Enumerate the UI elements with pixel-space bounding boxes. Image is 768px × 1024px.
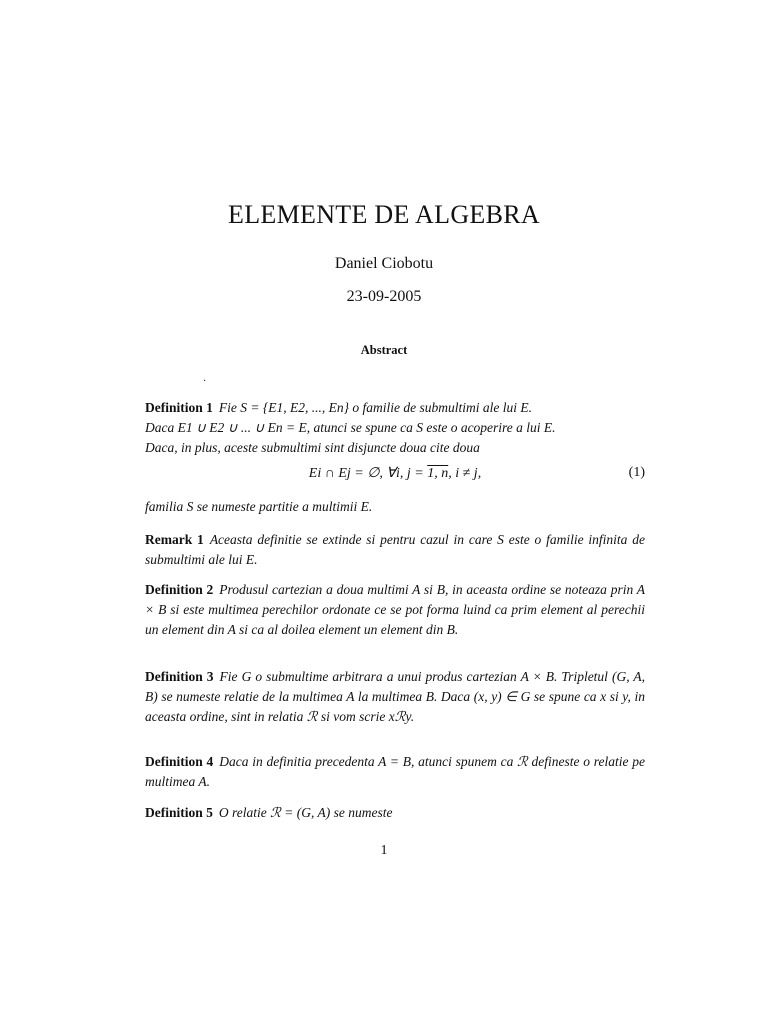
equation-1-left: Ei ∩ Ej = ∅, ∀i, j = [308, 466, 428, 481]
definition-4-head: Definition 4 [145, 754, 214, 769]
definition-1-line-2: Daca E1 ∪ E2 ∪ ... ∪ En = E, atunci se spune ca S este o acoperire a lui E. [145, 420, 556, 435]
definition-3-head: Definition 3 [145, 669, 214, 684]
equation-1-body [145, 465, 645, 482]
definition-1 [145, 398, 645, 458]
definition-4 [145, 752, 645, 792]
equation-1-overline: 1, n [427, 466, 449, 481]
definition-1-after [145, 497, 645, 517]
paper-date: 23-09-2005 [346, 288, 422, 305]
definition-5-text: O relatie ℛ = (G, A) se numeste [218, 805, 393, 820]
definition-2 [145, 580, 645, 640]
definition-2-head: Definition 2 [145, 582, 214, 597]
paper-author: Daniel Ciobotu [334, 255, 434, 272]
definition-1-after-text: familia S se numeste partitie a multimii E. [145, 499, 373, 514]
definition-3-text: Fie G o submultime arbitrara a unui produs cartezian A × B. Tripletul (G, A, B) se numeste relatie de la multimea A la multimea B. Daca (x, y) ∈ G se spune ca x si y, in aceasta ordine, sint in relatia ℛ si vom scrie xℛy. [145, 669, 645, 724]
remark-1-text: Aceasta definitie se extinde si pentru cazul in care S este o familie infinita de submultimi ale lui E. [145, 532, 645, 567]
definition-4-text: Daca in definitia precedenta A = B, atunci spunem ca ℛ defineste o relatie pe multimea A. [145, 754, 645, 789]
definition-1-head: Definition 1 [145, 400, 213, 415]
definition-3 [145, 667, 645, 727]
definition-2-text: Produsul cartezian a doua multimi A si B, in aceasta ordine se noteaza prin A × B si este multimea perechilor ordonate ce se pot forma luind ca prim element al perechii un element din A si ca al doilea element un element din B. [145, 582, 645, 637]
definition-5-head: Definition 5 [145, 805, 213, 820]
equation-1 [145, 465, 645, 487]
abstract-heading: Abstract [360, 343, 408, 357]
definition-1-line-3: Daca, in plus, aceste submultimi sint disjuncte doua cite doua [145, 440, 480, 455]
abstract-body: . [203, 373, 207, 384]
definition-1-line-1: Fie S = {E1, E2, ..., En} o familie de submultimi ale lui E. [218, 400, 533, 415]
equation-1-number: (1) [628, 465, 645, 480]
remark-1 [145, 530, 645, 570]
remark-1-head: Remark 1 [145, 532, 204, 547]
equation-1-right: , i ≠ j, [448, 466, 482, 481]
page-number: 1 [380, 843, 388, 858]
paper-title: ELEMENTE DE ALGEBRA [228, 200, 540, 229]
definition-5 [145, 803, 645, 823]
